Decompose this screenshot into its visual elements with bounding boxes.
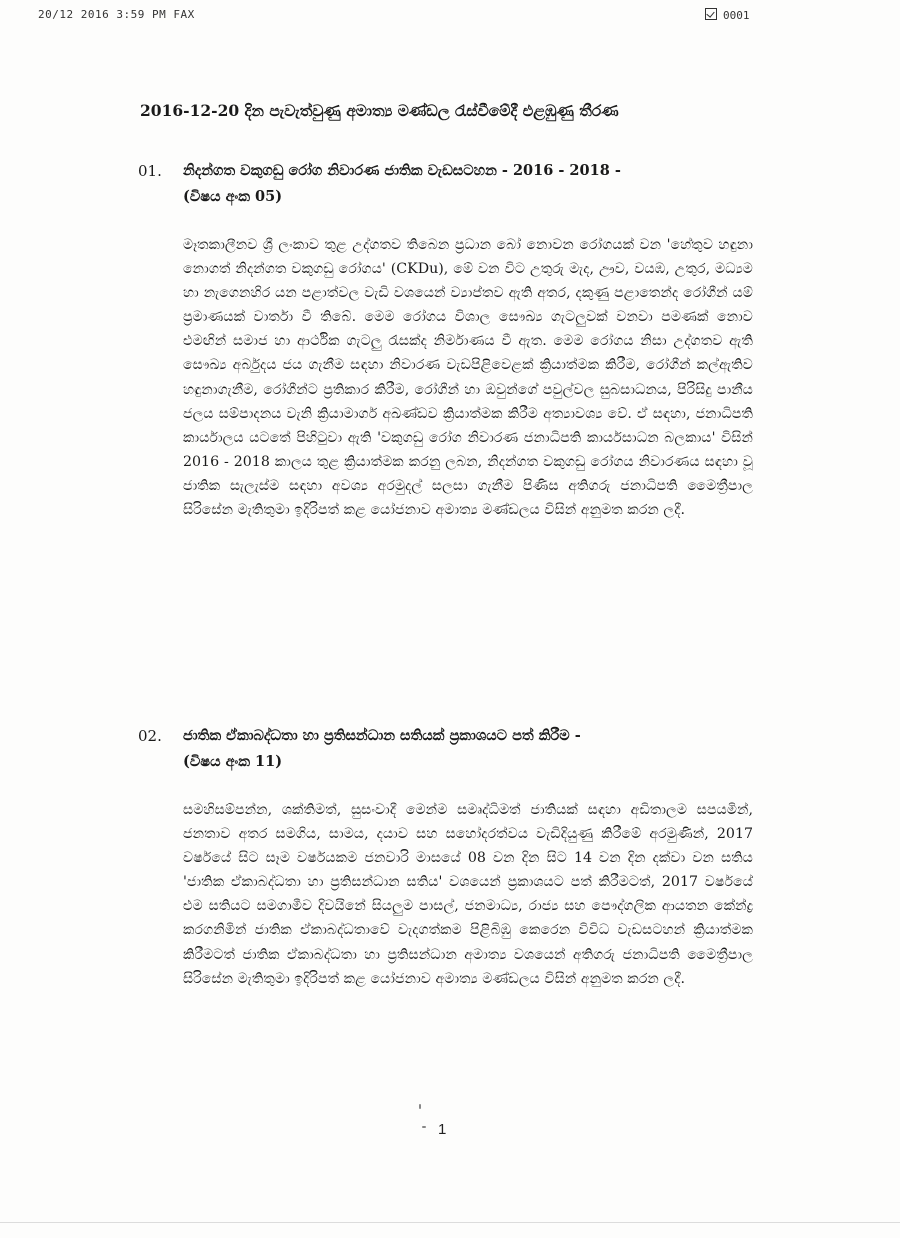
page-title: 2016-12-20 දින පැවැත්වුණු අමාත්‍ය මණ්ඩල රැස්වීමේදී එළඹුණු තීරණ	[140, 101, 619, 120]
scan-edge	[0, 1222, 900, 1223]
item-subject-number: (විෂය අංක 11)	[183, 753, 283, 770]
fax-page-count: 0001	[723, 9, 750, 22]
scan-speck	[422, 1126, 426, 1128]
fax-header-timestamp: 20/12 2016 3:59 PM FAX	[38, 8, 195, 21]
item-subject-number: (විෂය අංක 05)	[183, 188, 283, 205]
item-heading	[183, 158, 763, 210]
item-heading-line: ජාතික ඒකාබද්ධතා හා ප්‍රතිසන්ධාන සතියක් ප්‍රකාශයට පත් කිරීම -	[183, 727, 581, 744]
item-body: මෑතකාලීනව ශ්‍රී ලංකාව තුළ උද්ගතව තිබෙන ප්‍රධාන බෝ නොවන රෝගයක් වන 'හේතුව හඳුනා නොගත් නිදන්ගත වකුගඩු රෝගය' (CKDu), මේ වන විට උතුරු මැද, ඌව, වයඹ, උතුර, මධ්‍යම හා නැගෙනහිර යන පළාත්වල වැඩි වශයෙන් ව්‍යාප්තව ඇති අතර, දකුණු පළාතෙන්ද රෝගීන් යම් ප්‍රමාණයක් වාර්තා වී තිබේ. මෙම රෝගය විශාල සෞඛ්‍ය ගැටලුවක් වනවා පමණක් නොව එමඟින් සමාජ හා ආර්ථික ගැටලු රැසක්ද නිර්මාණය වී ඇත. මෙම රෝගය නිසා උද්ගතව ඇති සෞඛ්‍ය අර්බුදය ජය ගැනීම සඳහා නිවාරණ වැඩපිළිවෙළක් ක්‍රියාත්මක කිරීම, රෝගීන් කල්ඇතිව හඳුනාගැනීම, රෝගීන්ට ප්‍රතිකාර කිරීම, රෝගීන් හා ඔවුන්ගේ පවුල්වල සුබසාධනය, පිරිසිදු පානීය ජලය සම්පාදනය වැනි ක්‍රියාමාර්ග අඛණ්ඩව ක්‍රියාත්මක කිරීම අත්‍යාවශ්‍ය වේ. ඒ සඳහා, ජනාධිපති කාර්යාලය යටතේ පිහිටුවා ඇති 'වකුගඩු රෝග නිවාරණ ජනාධිපති කාර්යසාධන බලකාය' විසින් 2016 - 2018 කාලය තුළ ක්‍රියාත්මක කරනු ලබන, නිදන්ගත වකුගඩු රෝගය නිවාරණය සඳහා වූ ජාතික සැලැස්ම සඳහා අවශ්‍ය අරමුදල් සලසා ගැනීම පිණිස අතිගරු ජනාධිපති මෛත්‍රීපාල සිරිසේන මැතිතුමා ඉදිරිපත් කළ යෝජනාව අමාත්‍ය මණ්ඩලය විසින් අනුමත කරන ලදී.	[183, 237, 753, 519]
item-body: සමහිසම්පන්න, ශක්තිමත්, සුසංවාදී මෙන්ම සමෘද්ධිමත් ජාතියක් සඳහා අඩිතාලම සපයමින්, ජනතාව අතර සමගිය, සාමය, දයාව සහ සහෝදරත්වය වැඩිදියුණු කිරීමේ අරමුණින්, 2017 වර්ෂයේ සිට සෑම වර්ෂයකම ජනවාරි මාසයේ 08 වන දින සිට 14 වන දින දක්වා වන සතිය 'ජාතික ඒකාබද්ධතා හා ප්‍රතිසන්ධාන සතිය' වශයෙන් ප්‍රකාශයට පත් කිරීමටත්, 2017 වර්ෂයේ එම සතියට සමගාමීව දිවයිනේ සියලුම පාසල්, ජනමාධ්‍ය, රාජ්‍ය සහ පෞද්ගලික ආයතන කේන්ද්‍ර කරගනිමින් ජාතික ඒකාබද්ධතාවේ වැදගත්කම පිළිබිඹු කෙරෙන විවිධ වැඩසටහන් ක්‍රියාත්මක කිරීමටත් ජාතික ඒකාබද්ධතා හා ප්‍රතිසන්ධාන අමාත්‍ය වශයෙන් අතිගරු ජනාධිපති මෛත්‍රීපාල සිරිසේන මැතිතුමා ඉදිරිපත් කළ යෝජනාව අමාත්‍ය මණ්ඩලය විසින් අනුමත කරන ලදී.	[183, 802, 753, 987]
item-heading	[183, 723, 763, 775]
checkbox-icon	[705, 8, 717, 20]
item-number: 02.	[138, 727, 162, 745]
item-heading-line: නිදන්ගත වකුගඩු රෝග නිවාරණ ජාතික වැඩසටහන - 2016 - 2018 -	[183, 162, 621, 179]
item-number: 01.	[138, 162, 162, 180]
fax-header-page	[705, 8, 750, 22]
scan-speck	[419, 1104, 421, 1109]
page-number: 1	[438, 1121, 447, 1138]
